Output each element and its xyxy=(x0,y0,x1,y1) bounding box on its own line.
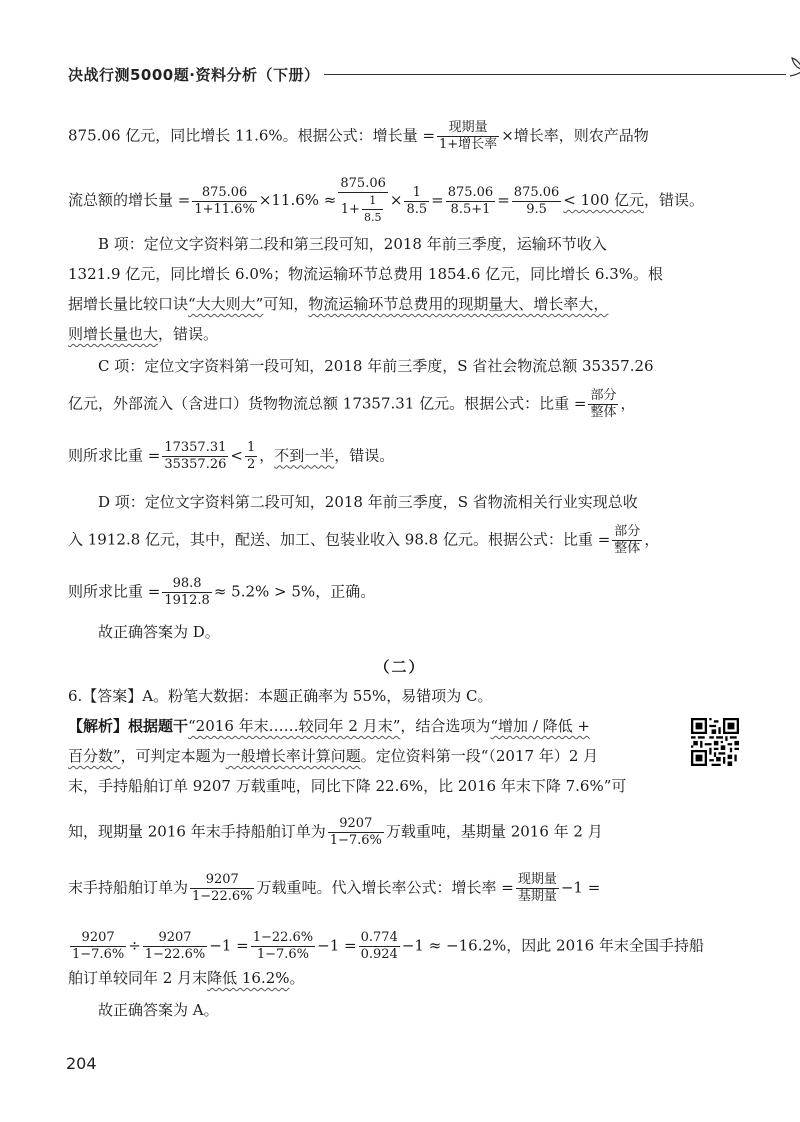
fraction: $\frac{17357.31}{35357.26}$ xyxy=(164,440,227,472)
fraction: $\frac{98.8}{1912.8}$ xyxy=(164,576,210,608)
option-c-line: 则所求比重 = $\frac{17357.31}{35357.26}$ < $\frac{1}{2}$ ，不到一半，错误。 xyxy=(68,440,395,472)
option-c-line: C 项：定位文字资料第一段可知，2018 年前三季度，S 省社会物流总额 35357.26 xyxy=(98,357,654,375)
option-d-line: D 项：定位文字资料第二段可知，2018 年前三季度，S 省物流相关行业实现总收 xyxy=(98,493,638,511)
paragraph-line: 流总额的增长量 = $\frac{875.06}{1+11.6\%}$ ×11.6% ≈ 875.06 1+ $\frac{1}{8.5}$ × $\frac{1}{8.5}$ = $\frac{875.06}{8.5+1}$ = $\frac{875.06}{9.5}$ < 100 亿元，错误。 xyxy=(68,176,705,224)
fraction: $\frac{875.06}{9.5}$ xyxy=(513,184,560,217)
fraction: $\frac{\text{现期量}}{\text{基期量}}$ xyxy=(517,872,557,904)
fraction: $\frac{875.06}{8.5+1}$ xyxy=(447,184,494,217)
header-title: 决战行测5000题·资料分析（下册） xyxy=(68,66,320,84)
sprout-leaf-icon xyxy=(786,52,800,82)
header-rule xyxy=(324,74,786,75)
option-d-line: 入 1912.8 亿元，其中，配送、加工、包装业收入 98.8 亿元。根据公式：比重 = $\frac{\text{部分}}{\text{整体}}$ ， xyxy=(68,524,660,556)
option-b-line: 据增长量比较口诀“大大则大”可知，物流运输环节总费用的现期量大、增长率大， xyxy=(68,295,609,313)
option-d-line: 则所求比重 = $\frac{98.8}{1912.8}$ ≈ 5.2% > 5%，正确。 xyxy=(68,576,376,608)
fraction: $\frac{0.774}{0.924}$ xyxy=(360,930,398,962)
page-number: 204 xyxy=(66,1054,97,1073)
paragraph-line: 875.06 亿元，同比增长 11.6%。根据公式：增长量 = $\frac{\text{现期量}}{\text{1+增长率}}$ ×增长率，则农产品物 xyxy=(68,120,649,152)
section-heading: （二） xyxy=(374,658,426,676)
explanation-line: 舶订单较同年 2 月末降低 16.2%。 xyxy=(68,969,305,987)
explanation-line: 百分数”，可判定本题为一般增长率计算问题。定位资料第一段“（2017 年）2 月 xyxy=(68,747,599,765)
fraction: $\frac{9207}{1-22.6\%}$ xyxy=(144,930,206,962)
fraction: $\frac{875.06}{1+11.6\%}$ xyxy=(194,184,255,217)
fraction: $\frac{\text{部分}}{\text{整体}}$ xyxy=(590,388,617,420)
explanation-line: 末，手持船舶订单 9207 万载重吨，同比下降 22.6%，比 2016 年末下降 7.6%”可 xyxy=(68,777,627,795)
fraction: 875.06 1+ $\frac{1}{8.5}$ xyxy=(340,176,386,224)
running-header xyxy=(68,62,748,88)
fraction: $\frac{\text{现期量}}{\text{1+增长率}}$ xyxy=(439,120,498,152)
explanation-line: 末手持船舶订单为 $\frac{9207}{1-22.6\%}$ 万载重吨。代入增长率公式：增长率 = $\frac{\text{现期量}}{\text{基期量}}$ −1 = xyxy=(68,872,601,904)
fraction: $\frac{9207}{1-22.6\%}$ xyxy=(192,872,253,904)
fraction: $\frac{9207}{1-7.6\%}$ xyxy=(72,930,125,962)
explanation-line: $\frac{9207}{1-7.6\%}$ ÷ $\frac{9207}{1-22.6\%}$ −1 = $\frac{1-22.6\%}{1-7.6\%}$ −1 = $\frac{0.774}{0.924}$ −1 ≈ −16.2%，因此 2016 年末全国手持船 xyxy=(72,930,704,962)
answer-line: 故正确答案为 D。 xyxy=(98,623,220,641)
fraction: $\frac{1}{8.5}$ xyxy=(406,184,428,217)
explanation-line: 知，现期量 2016 年末手持船舶订单为 $\frac{9207}{1-7.6\%}$ 万载重吨，基期量 2016 年 2 月 xyxy=(68,816,603,848)
option-b-line: 1321.9 亿元，同比增长 6.0%；物流运输环节总费用 1854.6 亿元，同比增长 6.3%。根 xyxy=(68,265,664,283)
fraction: $\frac{9207}{1-7.6\%}$ xyxy=(329,816,382,848)
qr-code-icon[interactable] xyxy=(691,718,739,766)
fraction: $\frac{\text{部分}}{\text{整体}}$ xyxy=(614,524,641,556)
question-6-answer: 6.【答案】A。粉笔大数据：本题正确率为 55%，易错项为 C。 xyxy=(68,687,493,705)
explanation-line: 【解析】根据题干“2016 年末……较同年 2 月末”，结合选项为“增加 / 降低 + xyxy=(68,717,590,735)
fraction: $\frac{1}{2}$ xyxy=(246,440,256,472)
fraction: $\frac{1-22.6\%}{1-7.6\%}$ xyxy=(252,930,314,962)
option-b-line: 则增长量也大，错误。 xyxy=(68,325,219,343)
answer-line: 故正确答案为 A。 xyxy=(98,1001,219,1019)
option-b-line: B 项：定位文字资料第二段和第三段可知，2018 年前三季度，运输环节收入 xyxy=(98,235,607,253)
option-c-line: 亿元，外部流入（含进口）货物物流总额 17357.31 亿元。根据公式：比重 = $\frac{\text{部分}}{\text{整体}}$ ， xyxy=(68,388,636,420)
